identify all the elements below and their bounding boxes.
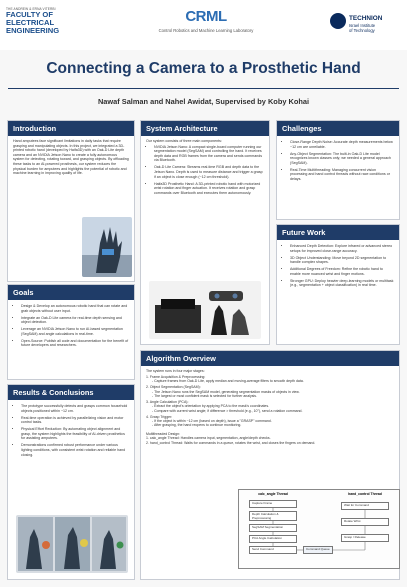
architecture-item: • NVIDIA Jetson Nano: A compact single-board computer running our segmentation model (SegSAM) and controlling the hand. It receives depth data and RGB frames from the camera and sends commands via Bluetooth. <box>154 145 264 163</box>
step-title: 2. Object Segmentation (SegSAM): <box>146 385 201 390</box>
diagram-left-title: calc_angle Thread <box>258 492 288 496</box>
architecture-heading: System Architecture <box>141 121 269 136</box>
lab-logo <box>141 8 271 44</box>
diagram-box: Send Command <box>249 546 297 554</box>
multithread-title: Multithreaded Design: <box>146 431 181 436</box>
hand-photo <box>82 217 132 277</box>
architecture-item: • Oak-D Lite Camera: Streams real-time RGB and depth data to the Jetson Nano. Depth is used to measure distance and trigger a grasp if an object is close enough (~12 cm threshold). <box>154 165 264 179</box>
algorithm-step <box>146 415 394 428</box>
title-divider <box>8 88 399 89</box>
goal-item: • Open-Source: Publish all code and documentation for the benefit of future developers and researchers. <box>21 339 129 348</box>
challenges-section <box>276 120 400 220</box>
goals-body <box>8 300 134 353</box>
demo-photos <box>16 515 128 573</box>
faculty-line-3: ENGINEERING <box>6 26 60 35</box>
challenges-body <box>277 136 399 187</box>
architecture-intro: Our system consists of three main components: <box>146 139 222 143</box>
diagram-box: Wait for Command <box>341 502 389 510</box>
poster-header <box>0 0 407 50</box>
diagram-right-title: hand_control Thread <box>348 492 382 496</box>
goal-item: • Integrate an Oak-D Lite camera for real-time depth sensing and object detection. <box>21 316 129 325</box>
future-work-heading: Future Work <box>277 225 399 240</box>
challenge-item: • Any-Object Segmentation: The built-in Oak-D Lite model recognizes known classes only; we needed a general approach (SegSAM). <box>290 152 394 166</box>
results-heading: Results & Conclusions <box>8 385 134 400</box>
goals-list <box>13 304 129 348</box>
step-line: - Compare with current wrist angle; if difference > threshold (e.g., 10°), send a rotation command. <box>152 408 303 413</box>
future-work-list <box>282 244 394 288</box>
results-list <box>13 404 129 457</box>
architecture-list <box>146 145 264 196</box>
poster-title: Connecting a Camera to a Prosthetic Hand <box>46 60 361 77</box>
step-title: 4. Grasp Trigger: <box>146 414 173 419</box>
lab-name: Control Robotics and Machine Learning Laboratory <box>158 28 254 33</box>
algorithm-step <box>146 375 394 384</box>
diagram-box: Rotate Wrist <box>341 518 389 526</box>
faculty-line-2: ELECTRICAL <box>6 18 55 27</box>
architecture-body <box>141 136 269 201</box>
step-line: - Capture frames from Oak-D Lite, apply median and moving-average filters to smooth depth data. <box>152 379 304 384</box>
step-line: - After grasping, the hand reopens to continue monitoring. <box>152 423 242 428</box>
authors: Nawaf Salman and Nahel Awidat, Supervised by Koby Kohai <box>97 97 310 106</box>
technion-logo <box>330 9 402 39</box>
technion-subtitle <box>349 23 375 33</box>
diagram-box: Depth Calculation & Preprocessing <box>249 511 297 521</box>
challenges-list <box>282 140 394 182</box>
algorithm-heading: Algorithm Overview <box>141 351 399 366</box>
hand-photo-image <box>82 217 132 277</box>
thread-item: 2. hand_control Thread: Waits for commands in a queue, rotates the wrist, and closes the fingers on demand. <box>146 440 316 445</box>
diagram-box: Grasp / Release <box>341 534 389 542</box>
algorithm-body <box>141 366 399 448</box>
step-line: - The Jetson Nano runs the SegSAM model, generating segmentation masks of objects in view. <box>152 389 300 394</box>
multithread-block <box>146 432 394 445</box>
architecture-section <box>140 120 270 345</box>
challenge-item: • Close-Range Depth Noise: Accurate depth measurements below ~12 cm are unreliable. <box>290 140 394 149</box>
future-item: • Stronger GPU: Deploy heavier deep-learning models or multitask (e.g., segmentation + object classification) in real time. <box>290 279 394 288</box>
introduction-section <box>7 120 135 282</box>
step-line: - Extract the object's orientation by applying PCA to the mask's coordinates. <box>152 404 270 409</box>
step-line: - If the object is within ~12 cm (based on depth), issue a "GRASP" command. <box>152 419 272 424</box>
goals-section <box>7 284 135 380</box>
technion-name: TECHNION <box>349 15 383 22</box>
goal-item: • Leverage an NVIDIA Jetson Nano to run AI-based segmentation (SegSAM) and angle calculations in real-time. <box>21 327 129 336</box>
goals-heading: Goals <box>8 285 134 300</box>
step-line: - The largest or most confident mask is selected for further analysis. <box>152 394 257 399</box>
diagram-queue: Command Queue <box>303 546 333 554</box>
result-item: • Physical Effort Reduction: By automating object alignment and grasp, the system highlights the feasibility of AI-driven prosthetics for assisting amputees. <box>21 427 129 441</box>
hardware-photo-image <box>149 281 261 339</box>
lab-logo-text <box>141 8 271 25</box>
result-item: • The prototype successfully detects and grasps common household objects positioned within ~12 cm. <box>21 404 129 413</box>
future-work-section <box>276 224 400 345</box>
faculty-line-1: FACULTY OF <box>6 10 53 19</box>
challenges-heading: Challenges <box>277 121 399 136</box>
diagram-box: SegSAM Segmentation <box>249 524 297 532</box>
lab-logo-letters: CRML <box>185 8 227 25</box>
technion-sub-2: of Technology <box>349 28 375 33</box>
thread-diagram <box>238 489 400 569</box>
step-title: 3. Angle Calculation (PCA): <box>146 399 189 404</box>
technion-emblem-icon <box>330 13 346 29</box>
result-item: • Demonstrations confirmed robust performance under various lighting conditions, with consistent wrist rotation and reliable hand closing. <box>21 443 129 457</box>
future-item: • Additional Degrees of Freedom: Refine the robotic hand to enable more nuanced wrist and finger motions. <box>290 267 394 276</box>
architecture-item: • Haifa3D Prosthetic Hand: A 3D-printed robotic hand with motorized wrist rotation and finger actuation. It receives rotation and grasp commands over Bluetooth and executes them autonomously. <box>154 182 264 196</box>
results-section <box>7 384 135 580</box>
diagram-box: Capture Frame <box>249 500 297 508</box>
algorithm-step <box>146 385 394 398</box>
results-body <box>8 400 134 463</box>
technion-sub-1: Israel Institute <box>349 23 376 28</box>
introduction-body <box>8 136 134 179</box>
challenge-item: • Real-Time Multithreading: Managing concurrent vision processing and hand control threads without race conditions or delays. <box>290 168 394 182</box>
step-title: 1. Frame Acquisition & Preprocessing: <box>146 374 206 379</box>
result-item: • Real-time operation is achieved by parallelizing vision and motor control tasks. <box>21 416 129 425</box>
goal-item: • Design & Develop an autonomous robotic hand that can rotate and grab objects without user input. <box>21 304 129 313</box>
faculty-small-text: THE ANDREW & ERNA VITERBI <box>6 7 56 11</box>
thread-item: 1. calc_angle Thread: Handles camera input, segmentation, angle/depth checks. <box>146 436 271 441</box>
hardware-photo <box>149 281 261 339</box>
diagram-box: PCA Angle Calculation <box>249 535 297 543</box>
future-item: • Enhanced Depth Detection: Explore infrared or advanced stereo setups for improved close-range accuracy. <box>290 244 394 253</box>
demo-photos-image <box>16 515 128 573</box>
faculty-logo <box>6 7 78 41</box>
introduction-heading: Introduction <box>8 121 134 136</box>
future-item: • 3D Object Understanding: Move beyond 2D segmentation to handle complex shapes. <box>290 256 394 265</box>
algorithm-intro: The system runs in four major stages: <box>146 369 205 373</box>
future-work-body <box>277 240 399 293</box>
diagram-arrows <box>239 490 399 568</box>
introduction-text: Hand amputees face significant limitations in daily tasks that require grasping and manipulating objects. In this project, we integrated a 3D-printed robotic hand (developed by Haifa3D) with an Oak-D Lite depth camera and an NVIDIA Jetson Nano to create a fully autonomous system for detecting, rotating toward, and grasping objects. By offloading these tasks to an AI-powered prosthesis, our system reduces the physical burden for amputees and highlights the potential of robotic and machine learning in improving quality of life. <box>13 139 129 176</box>
algorithm-step <box>146 400 394 413</box>
